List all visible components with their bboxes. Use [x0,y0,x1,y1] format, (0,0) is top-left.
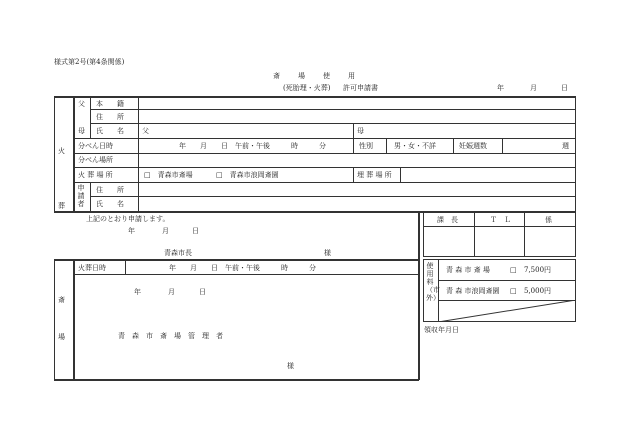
mother-label: 母 [78,127,85,135]
birth-place-label: 分べん場所 [78,156,113,164]
row-line [74,167,575,168]
saijo-col-line [125,259,126,274]
col-line [400,167,401,182]
applicant-address-label: 住 所 [96,186,124,194]
approval-col-line [524,212,525,257]
fees-receipt-date: 領収年月日 [424,326,459,334]
saijo-cremation-datetime-value: 年 月 日 午前・午後 時 分 [169,264,316,272]
row-line [90,109,575,110]
saijo-left-border [54,259,55,380]
application-date-day: 日 [192,227,199,235]
fees-row-line [438,280,575,281]
approval-kacho: 課 長 [437,216,458,224]
cremation-side-label-2: 葬 [58,202,65,210]
fees-row1-amount: 7,500円 [524,266,552,274]
form-number: 様式第2号(第4条関係) [54,58,125,66]
col-line [453,138,454,153]
saijo-manager: 青 森 市 斎 場 管 理 者 [118,332,223,340]
sex-label: 性別 [359,142,373,150]
saijo-date-day: 日 [199,288,206,296]
col-line [138,138,139,167]
title-char-2: 場 [298,72,305,80]
application-statement: 上記のとおり申請します。 [86,215,170,223]
weeks-unit: 週 [562,142,569,150]
col-line [90,96,91,138]
saijo-cremation-datetime-label: 火葬日時 [78,264,106,272]
title-char-3: 使 [323,72,330,80]
saijo-top-border [54,259,419,261]
cremation-side-label-1: 火 [58,147,65,155]
row-line [90,196,575,197]
weeks-label: 妊娠週数 [459,142,487,150]
shimei-label: 氏 名 [96,127,124,135]
jusho-label: 住 所 [96,113,124,121]
row-line [74,153,575,154]
saijo-date-month: 月 [168,288,175,296]
table-right-border [575,96,576,212]
col-line [386,138,387,153]
col-line [353,123,354,138]
father-name-label: 父 [142,127,149,135]
header-date-year: 年 [497,84,504,92]
birth-datetime-label: 分べん日時 [78,142,113,150]
approval-kakari: 係 [545,216,552,224]
approval-header-line [423,226,575,227]
fees-label: 使用料（市外） [426,262,440,302]
fees-diagonal-line [438,300,576,322]
title-char-4: 用 [348,72,355,80]
fees-row1-checkbox[interactable]: □ [510,266,517,274]
col-line [353,167,354,182]
title-tail: 許可申請書 [343,84,378,92]
col-line [502,138,503,153]
burial-place-label: 埋 葬 場 所 [357,171,392,179]
saijo-divider-line [73,259,75,380]
honseki-label: 本 籍 [96,100,124,108]
row-line [74,182,575,183]
saijo-manager-honorific: 様 [287,362,294,370]
saijo-row-line [74,274,418,275]
saijo-bottom-border [54,379,419,381]
sex-value: 男・女・不詳 [394,142,436,150]
fees-row2-amount: 5,000円 [524,287,552,295]
approval-col-line [474,212,475,257]
applicant-label: 申請者 [77,184,85,208]
row-line [90,123,575,124]
title-subtitle: (死胎理・火葬) [283,84,331,92]
section-divider-line [73,96,75,212]
mayor-label: 青森市長 [164,249,192,257]
col-line [138,182,139,211]
fees-row2-checkbox[interactable]: □ [510,287,517,295]
cremation-option-namioka[interactable]: □ 青森市浪岡斎園 [216,171,279,179]
cremation-place-label: 火 葬 場 所 [78,171,113,179]
birth-datetime-value: 年 月 日 午前・午後 時 分 [179,142,326,150]
fees-row2-place: 青 森 市浪岡斎園 [446,287,500,295]
header-date-month: 月 [530,84,537,92]
saijo-side-label-2: 場 [58,333,65,341]
saijo-date-year: 年 [134,288,141,296]
saijo-side-label-1: 斎 [58,296,65,304]
father-label: 父 [78,100,85,108]
approval-tl: Ｔ Ｌ [490,216,511,224]
fees-row1-place: 青 森 市 斎 場 [446,266,490,274]
cremation-option-saijo[interactable]: □ 青森市斎場 [144,171,193,179]
row-line [74,138,575,139]
saijo-right-border [418,259,420,380]
application-date-year: 年 [128,227,135,235]
table-top-border [54,96,576,98]
title-char-1: 斎 [273,72,280,80]
col-line [138,96,139,138]
table-left-border [54,96,55,212]
col-line [353,138,354,153]
mother-name-label: 母 [357,127,364,135]
header-date-day: 日 [561,84,568,92]
mayor-honorific: 様 [324,249,331,257]
col-line [90,182,91,211]
col-line [138,167,139,182]
applicant-name-label: 氏 名 [96,200,124,208]
application-right-border [418,212,420,259]
application-date-month: 月 [162,227,169,235]
